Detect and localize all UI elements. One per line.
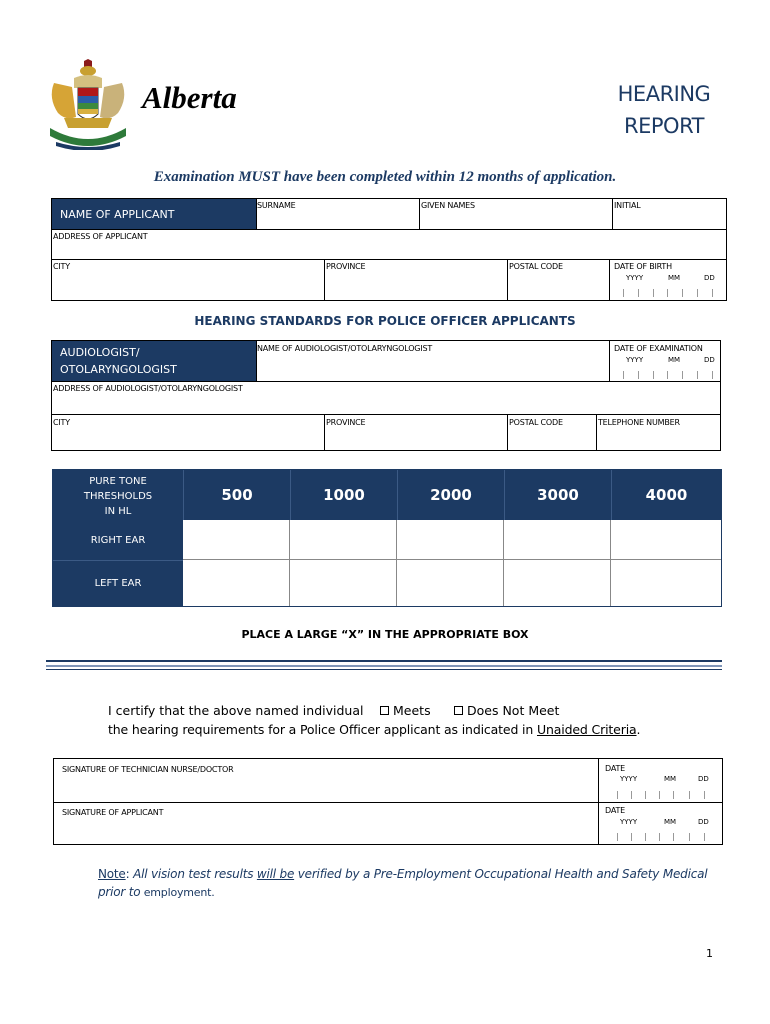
does-not-meet-label: Does Not Meet (467, 703, 560, 718)
dob-mm-label: MM (668, 274, 681, 282)
audiologist-label-line-1: AUDIOLOGIST/ (60, 346, 140, 359)
meets-checkbox-icon[interactable] (380, 706, 389, 715)
page-number: 1 (706, 947, 713, 960)
right-ear-2000-cell[interactable] (397, 520, 504, 560)
right-ear-4000-cell[interactable] (611, 520, 721, 560)
frequency-1000-header: 1000 (290, 470, 397, 520)
section-divider (46, 660, 722, 672)
thresholds-table (52, 469, 722, 607)
surname-field[interactable]: SURNAME (257, 201, 296, 210)
province-name: Alberta (142, 80, 237, 115)
note-text-2: verified by a Pre-Employment Occupational Health and Safety Medical (294, 867, 708, 881)
exam-yyyy-label: YYYY (626, 356, 644, 364)
audiologist-address-field[interactable]: ADDRESS OF AUDIOLOGIST/OTOLARYNGOLOGIST (53, 384, 243, 393)
note-text-4: employment. (140, 886, 215, 899)
right-ear-3000-cell[interactable] (504, 520, 611, 560)
applicant-address-field[interactable]: ADDRESS OF APPLICANT (53, 232, 148, 241)
instruction-text: PLACE A LARGE “X” IN THE APPROPRIATE BOX (241, 628, 529, 641)
left-ear-4000-cell[interactable] (611, 560, 721, 606)
audiologist-postal-code-field[interactable]: POSTAL CODE (509, 418, 563, 427)
left-ear-2000-cell[interactable] (397, 560, 504, 606)
does-not-meet-checkbox[interactable] (454, 703, 559, 718)
right-ear-1000-cell[interactable] (290, 520, 397, 560)
thresholds-header-line-2: THRESHOLDS (83, 491, 153, 502)
note-text-1: All vision test results (129, 867, 257, 881)
thresholds-header-line-1: PURE TONE (89, 476, 147, 487)
applicant-dd-label: DD (698, 818, 709, 826)
left-ear-3000-cell[interactable] (504, 560, 611, 606)
left-ear-1000-cell[interactable] (290, 560, 397, 606)
applicant-city-field[interactable]: CITY (53, 262, 70, 271)
meets-checkbox[interactable] (380, 703, 431, 718)
date-of-birth-field[interactable]: DATE OF BIRTH (614, 262, 672, 271)
applicant-date-field[interactable]: DATE (605, 806, 626, 815)
applicant-province-field[interactable]: PROVINCE (326, 262, 366, 271)
dob-yyyy-label: YYYY (626, 274, 644, 282)
technician-signature-field[interactable]: SIGNATURE OF TECHNICIAN NURSE/DOCTOR (62, 765, 234, 774)
certify-text: I certify that the above named individual (108, 703, 364, 718)
audiologist-province-field[interactable]: PROVINCE (326, 418, 366, 427)
given-names-field[interactable]: GIVEN NAMES (421, 201, 475, 210)
applicant-signature-field[interactable]: SIGNATURE OF APPLICANT (62, 808, 164, 817)
meets-label: Meets (393, 703, 431, 718)
note-text-3: prior to (98, 885, 141, 899)
exam-date-field[interactable]: DATE OF EXAMINATION (614, 344, 703, 353)
frequency-4000-header: 4000 (611, 470, 721, 520)
frequency-2000-header: 2000 (397, 470, 504, 520)
left-ear-500-cell[interactable] (183, 560, 290, 606)
certify-line-2 (108, 722, 640, 737)
exam-dd-label: DD (704, 356, 715, 364)
right-ear-500-cell[interactable] (183, 520, 290, 560)
vision-note (98, 865, 718, 902)
report-title-line-2: REPORT (624, 114, 704, 138)
note-colon: : (125, 867, 130, 881)
certify-line-1 (108, 703, 363, 718)
technician-date-field[interactable]: DATE (605, 764, 626, 773)
note-label: Note (98, 867, 126, 881)
exam-mm-label: MM (668, 356, 681, 364)
alberta-crest-logo (44, 58, 132, 150)
applicant-label-text: NAME OF APPLICANT (60, 208, 175, 221)
tech-dd-label: DD (698, 775, 709, 783)
report-title-line-1: HEARING (617, 82, 711, 106)
applicant-yyyy-label: YYYY (620, 818, 638, 826)
audiologist-city-field[interactable]: CITY (53, 418, 70, 427)
thresholds-header-cell (53, 470, 183, 520)
left-ear-label: LEFT EAR (53, 560, 183, 606)
telephone-number-field[interactable]: TELEPHONE NUMBER (598, 418, 680, 427)
applicant-postal-code-field[interactable]: POSTAL CODE (509, 262, 563, 271)
certify-text-2: the hearing requirements for a Police Officer applicant as indicated in (108, 722, 534, 737)
dob-dd-label: DD (704, 274, 715, 282)
standards-heading: HEARING STANDARDS FOR POLICE OFFICER APPLICANTS (194, 314, 576, 328)
tech-yyyy-label: YYYY (620, 775, 638, 783)
note-will-be: will be (256, 867, 295, 881)
examination-notice: Examination MUST have been completed within 12 months of application. (153, 169, 617, 185)
tech-mm-label: MM (664, 775, 677, 783)
does-not-meet-checkbox-icon[interactable] (454, 706, 463, 715)
audiologist-section-label (52, 341, 256, 381)
audiologist-name-field[interactable]: NAME OF AUDIOLOGIST/OTOLARYNGOLOGIST (257, 344, 433, 353)
frequency-3000-header: 3000 (504, 470, 611, 520)
initial-field[interactable]: INITIAL (614, 201, 641, 210)
certify-period: . (636, 722, 641, 737)
audiologist-label-line-2: OTOLARYNGOLOGIST (60, 363, 177, 376)
frequency-500-header: 500 (183, 470, 290, 520)
applicant-section-label (52, 199, 256, 229)
unaided-criteria-text: Unaided Criteria (536, 722, 637, 737)
right-ear-label: RIGHT EAR (90, 534, 146, 546)
thresholds-header-line-3: IN HL (104, 506, 132, 517)
applicant-mm-label: MM (664, 818, 677, 826)
